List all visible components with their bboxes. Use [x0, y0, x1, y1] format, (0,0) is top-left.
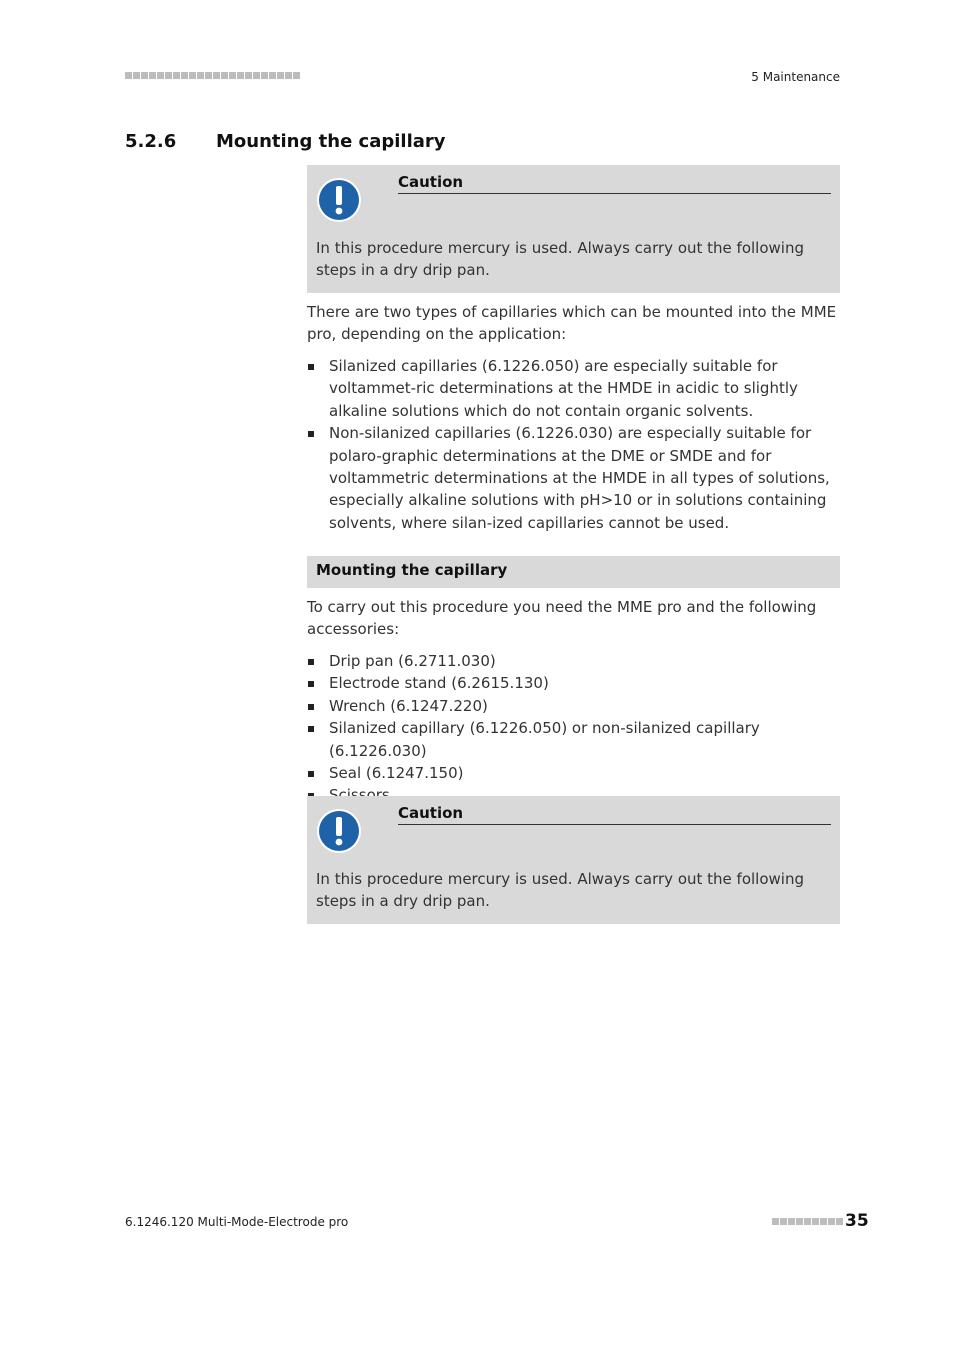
decor-square: [197, 72, 204, 79]
accessories-intro: To carry out this procedure you need the MME pro and the following accessories:: [307, 598, 817, 638]
caution-title: Caution: [398, 804, 831, 825]
decor-square: [277, 72, 284, 79]
caution-title: Caution: [398, 173, 831, 194]
decor-square: [788, 1218, 795, 1225]
decor-square: [149, 72, 156, 79]
decor-square: [245, 72, 252, 79]
decor-square: [133, 72, 140, 79]
decor-square: [253, 72, 260, 79]
caution-box: [307, 165, 840, 293]
decor-square: [173, 72, 180, 79]
decor-square: [836, 1218, 843, 1225]
list-item: Drip pan (6.2711.030): [307, 650, 840, 672]
section-title: Mounting the capillary: [216, 131, 446, 152]
decor-square: [828, 1218, 835, 1225]
decor-square: [165, 72, 172, 79]
decor-square: [804, 1218, 811, 1225]
subheading-text: Mounting the capillary: [316, 561, 508, 579]
list-item: Non-silanized capillaries (6.1226.030) are especially suitable for polaro-graphic determinations at the DME or SMDE and for voltammetric determinations at the HMDE in all types of solutions, especially alkaline solutions with pH>10 or in solutions containing solvents, where silan-ized capillaries cannot be used.: [307, 422, 840, 534]
intro-paragraph: There are two types of capillaries which can be mounted into the MME pro, depending on the application:: [307, 303, 837, 343]
header-decoration: [125, 72, 300, 79]
decor-square: [157, 72, 164, 79]
decor-square: [237, 72, 244, 79]
capillary-types-list: [307, 355, 840, 534]
decor-square: [820, 1218, 827, 1225]
decor-square: [189, 72, 196, 79]
caution-box: [307, 796, 840, 924]
page-number: 35: [845, 1211, 869, 1231]
decor-square: [293, 72, 300, 79]
decor-square: [125, 72, 132, 79]
decor-square: [796, 1218, 803, 1225]
decor-square: [772, 1218, 779, 1225]
footer-decoration: [772, 1218, 843, 1225]
exclamation-icon: [316, 808, 362, 854]
decor-square: [780, 1218, 787, 1225]
list-item: Wrench (6.1247.220): [307, 695, 840, 717]
list-item: Silanized capillaries (6.1226.050) are especially suitable for voltammet-ric determinations at the HMDE in acidic to slightly alkaline solutions which do not contain organic solvents.: [307, 355, 840, 422]
accessories-list: [307, 650, 840, 807]
list-item: Electrode stand (6.2615.130): [307, 672, 840, 694]
list-item: Silanized capillary (6.1226.050) or non-silanized capillary (6.1226.030): [307, 717, 840, 762]
decor-square: [261, 72, 268, 79]
decor-square: [229, 72, 236, 79]
decor-square: [269, 72, 276, 79]
caution-text: In this procedure mercury is used. Always carry out the following steps in a dry drip pan.: [316, 870, 804, 910]
section-number: 5.2.6: [125, 131, 177, 152]
decor-square: [285, 72, 292, 79]
running-header-chapter: 5 Maintenance: [751, 70, 840, 84]
decor-square: [141, 72, 148, 79]
procedure-subheading: [307, 556, 840, 588]
decor-square: [213, 72, 220, 79]
list-item: Seal (6.1247.150): [307, 762, 840, 784]
footer-document-title: 6.1246.120 Multi-Mode-Electrode pro: [125, 1215, 349, 1229]
decor-square: [181, 72, 188, 79]
decor-square: [205, 72, 212, 79]
decor-square: [221, 72, 228, 79]
caution-text: In this procedure mercury is used. Always carry out the following steps in a dry drip pan.: [316, 239, 804, 279]
exclamation-icon: [316, 177, 362, 223]
decor-square: [812, 1218, 819, 1225]
